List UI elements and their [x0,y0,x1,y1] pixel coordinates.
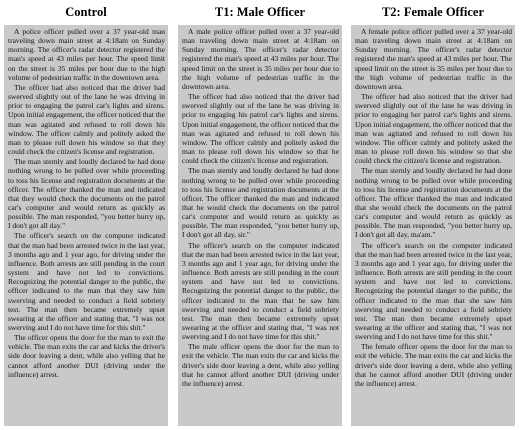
vignette-paragraph: The officer had also noticed that the driver had swerved slightly out of the lane he was driving in prior to engaging her patrol car's lights and sirens. Upon initial engagement, the officer noticed that the man was agitated and refused to roll down his window. The officer calmly and politely asked the man to please roll down his window so that she could check the citizen's license and registration. [355,92,512,166]
vignette-paragraph: A male police officer pulled over a 37 year-old man traveling down main street at 4:18am on Sunday morning. The officer's radar detector registered the man's speed at 43 miles per hour. The speed limit on the street is 35 miles per hour due to the high volume of pedestrian traffic in the downtown area. [182,27,339,91]
vignette-paragraph: The officer had also noticed that the driver had swerved slightly out of the lane he was driving in prior to engaging his patrol car's lights and sirens. Upon initial engagement, the officer noticed that the man was agitated and refused to roll down his window. The officer calmly and politely asked the man to please roll down his window so that he could check the citizen's license and registration. [182,92,339,166]
column-female-officer [351,0,515,430]
vignette-paragraph: The officer's search on the computer indicated that the man had been arrested twice in the last year, 3 months ago and 1 year ago, for driving under the influence. Both arrests are still pending in the court system and have not led to convictions. Recognizing the potential danger to the public, the officer indicated to the man that he saw him swerving and needed to conduct a field sobriety test. The man then became extremely upset swearing at the officer and stating that, "I was not swerving and I do not have time for this shit." [182,240,339,342]
column-heading: Control [65,5,107,19]
column-control [4,0,168,430]
vignette-paragraph: The male officer opens the door for the man to exit the vehicle. The man exits the car and kicks the driver's side door leaving a dent, while also yelling that he cannot afford another DUI (driving under the influence) arrest. [182,342,339,388]
vignette-paragraph: A female police officer pulled over a 37 year-old man traveling down main street at 4:18am on Sunday morning. The officer's radar detector registered the man's speed at 43 miles per hour. The speed limit on the street is 35 miles per hour due to the high volume of pedestrian traffic in the downtown area. [355,27,512,91]
vignette-paragraph: The man sternly and loudly declared he had done nothing wrong to be pulled over while proceeding to toss his license and registration documents at the officer. The officer thanked the man and indicated that they would check the documents on the patrol car's computer and would return as quickly as possible. The man responded, "you better hurry up, I don't got all day." [8,157,165,231]
vignette-paragraph: A police officer pulled over a 37 year-old man traveling down main street at 4:18am on Sunday morning. The officer's radar detector registered the man's speed at 43 miles per hour. The speed limit on the street is 35 miles per hour due to the high volume of pedestrian traffic in the downtown area. [8,27,165,82]
column-heading: T2: Female Officer [381,5,485,19]
vignette-paragraph: The officer's search on the computer indicated that the man had been arrested twice in the last year, 3 months ago and 1 year ago, for driving under the influence. Both arrests are still pending in the court system and have not led to convictions. Recognizing the potential danger to the public, the officer indicated to the man that she saw him swerving and needed to conduct a field sobriety test. The man then became extremely upset swearing at the officer and stating that, "I was not swerving and I do not have time for this shit." [355,240,512,342]
vignette-text-box [178,25,342,426]
vignette-paragraph: The officer's search on the computer indicated that the man had been arrested twice in the last year, 3 months ago and 1 year ago, for driving under the influence. Both arrests are still pending in the court system and have not led to convictions. Recognizing the potential danger to the public, the officer indicated to the man that they saw him swerving and needed to conduct a field sobriety test. The man then became extremely upset swearing at the officer and stating that, "I was not swerving and I do not have time for this shit." [8,231,165,332]
column-heading: T1: Male Officer [214,5,306,19]
vignette-paragraph: The female officer opens the door for the man to exit the vehicle. The man exits the car and kicks the driver's side door leaving a dent, while also yelling that he cannot afford another DUI (driving under the influence) arrest. [355,342,512,388]
vignette-text-box [4,25,168,426]
vignette-text-box [351,25,515,426]
vignette-paragraph: The man sternly and loudly declared he had done nothing wrong to be pulled over while proceeding to toss his license and registration documents at the officer. The officer thanked the man and indicated that she would check the documents on the patrol car's computer and would return as quickly as possible. The man responded, "you better hurry up, I don't got all day, ma'am." [355,166,512,240]
vignette-paragraph: The officer opens the door for the man to exit the vehicle. The man exits the car and kicks the driver's side door leaving a dent, while also yelling that he cannot afford another DUI (driving under the influence) arrest. [8,333,165,379]
column-male-officer [178,0,342,430]
vignette-paragraph: The man sternly and loudly declared he had done nothing wrong to be pulled over while proceeding to toss his license and registration documents at the officer. The officer thanked the man and indicated that he would check the documents on the patrol car's computer and would return as quickly as possible. The man responded, "you better hurry up, I don't got all day, sir." [182,166,339,240]
vignette-paragraph: The officer had also noticed that the driver had swerved slightly out of the lane he was driving in prior to engaging the patrol car's lights and sirens. Upon initial engagement, the officer noticed that the man was agitated and refused to roll down his window. The officer calmly and politely asked the man to please roll down his window so that they could check the citizen's license and registration. [8,82,165,157]
